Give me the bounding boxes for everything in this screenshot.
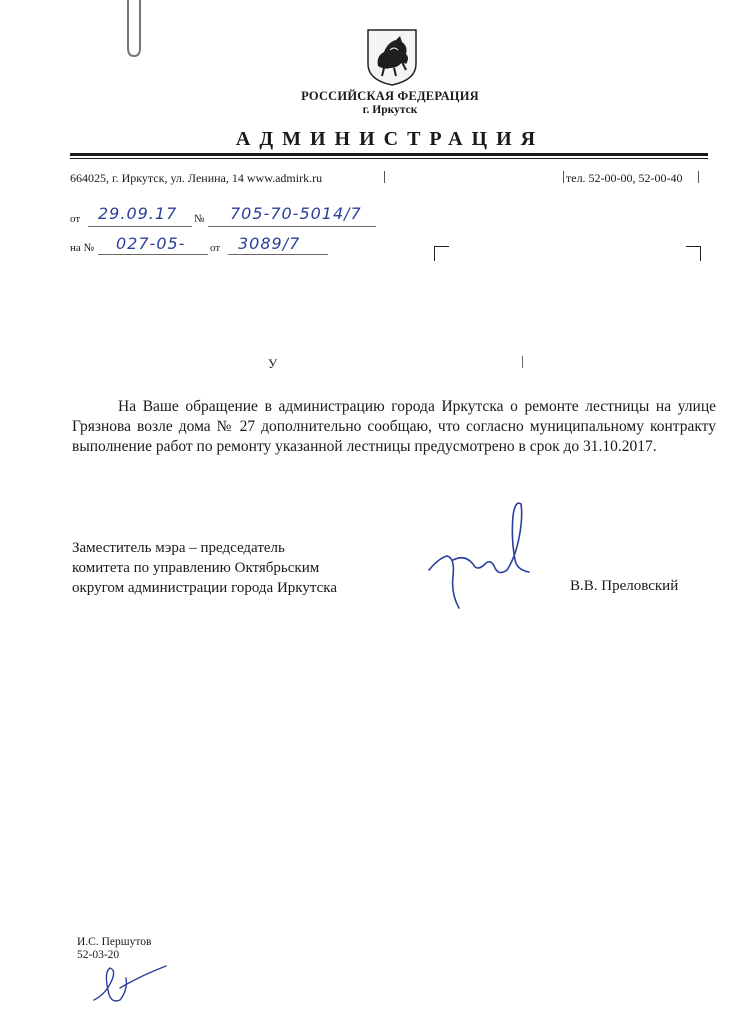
signatory-title-line: комитета по управлению Октябрьским xyxy=(72,560,320,576)
executor-phone: 52-03-20 xyxy=(77,949,120,961)
header-divider xyxy=(70,153,708,156)
signatory-title-line: округом администрации города Иркутска xyxy=(72,580,337,596)
letter-body xyxy=(72,397,716,457)
date-label: от xyxy=(70,213,81,225)
signatory-name: В.В. Преловский xyxy=(570,578,679,594)
addressee-corner-left xyxy=(434,246,449,261)
paper-clip-icon xyxy=(110,0,150,60)
address-line: 664025, г. Иркутск, ул. Ленина, 14 www.admirk.ru xyxy=(70,171,323,185)
date-underline xyxy=(88,226,192,227)
handwritten-signature xyxy=(425,498,535,613)
number-label: № xyxy=(194,213,205,225)
signatory-title-line: Заместитель мэра – председатель xyxy=(72,540,285,556)
city-heading: г. Иркутск xyxy=(362,104,418,116)
initials-signature xyxy=(90,960,170,1010)
reply-date: 3089/7 xyxy=(238,234,301,253)
signatory-title xyxy=(72,538,337,598)
number-underline xyxy=(208,226,376,227)
federation-heading: РОССИЙСКАЯ ФЕДЕРАЦИЯ xyxy=(301,89,479,103)
irkutsk-coat-of-arms-icon xyxy=(364,28,420,86)
page-title: АДМИНИСТРАЦИЯ xyxy=(235,128,545,150)
executor-block xyxy=(77,936,151,962)
addressee-fragment: У xyxy=(268,356,278,371)
header-divider-thin xyxy=(70,158,708,159)
field-bracket xyxy=(563,171,564,183)
number-value: 705-70-5014/7 xyxy=(230,204,362,223)
reply-date-label: от xyxy=(210,242,221,254)
letter-paragraph: На Ваше обращение в администрацию города Иркутска о ремонте лестницы на улице Грязнова возле дома № 27 дополнительно сообщаю, что согласно муниципальному контракту выполнение работ по ремонту указанной лестницы предусмотрено в срок до 31.10.2017. xyxy=(72,398,716,455)
phone-line: тел. 52-00-00, 52-00-40 xyxy=(566,171,683,185)
addressee-corner-right xyxy=(686,246,701,261)
executor-name: И.С. Першутов xyxy=(77,936,152,948)
reply-date-underline xyxy=(228,254,328,255)
field-bracket xyxy=(384,171,385,183)
addressee-mark xyxy=(522,356,523,368)
date-value: 29.09.17 xyxy=(98,204,178,223)
field-bracket xyxy=(698,171,699,183)
reply-number: 027-05- xyxy=(116,234,186,253)
reply-underline xyxy=(98,254,208,255)
reply-label: на № xyxy=(70,242,95,254)
